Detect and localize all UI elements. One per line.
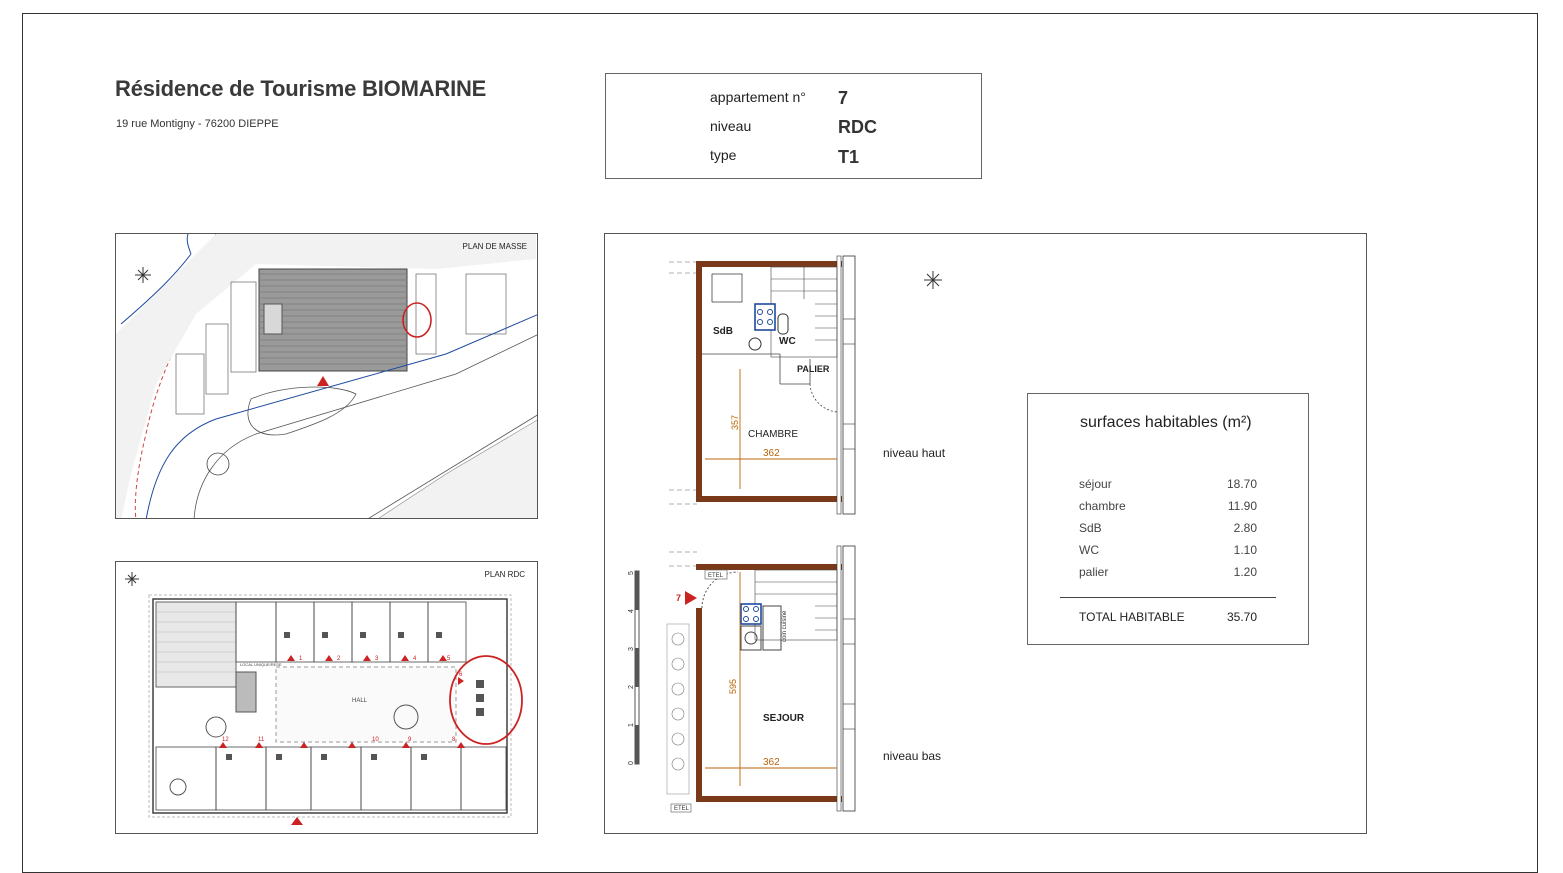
surface-row bbox=[1079, 565, 1257, 579]
lower-depth-dimension: 595 bbox=[728, 678, 738, 694]
surface-row bbox=[1079, 499, 1257, 513]
unit-number: 1 bbox=[299, 656, 303, 662]
surface-value: 2.80 bbox=[1233, 521, 1257, 535]
etel-label: ETEL bbox=[708, 573, 724, 579]
surface-value: 1.20 bbox=[1233, 565, 1257, 579]
apartment-type-label: type bbox=[710, 147, 737, 163]
apartment-number-value: 7 bbox=[838, 88, 849, 108]
room-chambre: CHAMBRE bbox=[748, 429, 799, 440]
surface-label: séjour bbox=[1079, 477, 1112, 491]
scale-tick: 0 bbox=[628, 761, 635, 765]
site-plan bbox=[115, 233, 538, 519]
surface-total-label: TOTAL HABITABLE bbox=[1079, 610, 1185, 624]
unit-number: 4 bbox=[413, 656, 417, 662]
north-arrow-icon bbox=[924, 271, 942, 289]
site-plan-label: PLAN DE MASSE bbox=[462, 242, 527, 251]
scale-tick: 1 bbox=[628, 723, 635, 727]
lower-level-label: niveau bas bbox=[883, 749, 942, 763]
unit-number: 5 bbox=[447, 656, 451, 662]
scale-tick: 5 bbox=[628, 571, 635, 575]
unit-number: 9 bbox=[408, 737, 412, 743]
unit-number: 2 bbox=[337, 656, 341, 662]
entry-marker-icon bbox=[685, 591, 697, 605]
entry-number: 7 bbox=[676, 593, 682, 603]
apartment-number-label: appartement n° bbox=[710, 89, 806, 105]
unit-number: 10 bbox=[372, 737, 379, 743]
local-label: LOCAL UNIQUE/RESE bbox=[240, 662, 282, 667]
surface-label: WC bbox=[1079, 543, 1099, 557]
surfaces-divider bbox=[1060, 597, 1276, 598]
ground-floor-drawing bbox=[116, 562, 538, 834]
surfaces-table bbox=[1027, 393, 1309, 645]
lower-width-dimension: 362 bbox=[763, 757, 780, 768]
room-sejour: SEJOUR bbox=[763, 713, 805, 724]
north-arrow-icon bbox=[125, 572, 139, 586]
apartment-level-label: niveau bbox=[710, 118, 752, 134]
ground-plan-label: PLAN RDC bbox=[484, 570, 525, 579]
surface-value: 11.90 bbox=[1227, 499, 1257, 513]
scale-tick: 2 bbox=[628, 685, 635, 689]
room-sdb: SdB bbox=[713, 326, 733, 337]
surface-row bbox=[1079, 521, 1257, 535]
entry-marker-icon bbox=[317, 376, 329, 386]
apartment-type-value: T1 bbox=[838, 147, 860, 167]
surface-value: 1.10 bbox=[1233, 543, 1257, 557]
unit-number: 8 bbox=[452, 737, 456, 743]
surface-value: 18.70 bbox=[1226, 477, 1257, 491]
surface-label: palier bbox=[1079, 565, 1109, 579]
surface-total-row bbox=[1079, 610, 1257, 624]
north-arrow-icon bbox=[135, 267, 151, 283]
scale-tick: 3 bbox=[628, 647, 635, 651]
surface-row bbox=[1079, 477, 1257, 491]
apartment-level-value: RDC bbox=[838, 117, 877, 137]
surface-label: SdB bbox=[1079, 521, 1102, 535]
residence-title: Résidence de Tourisme BIOMARINE bbox=[115, 76, 487, 101]
unit-number: 11 bbox=[258, 737, 265, 743]
hall-label: HALL bbox=[352, 698, 368, 704]
surface-label: chambre bbox=[1079, 499, 1126, 513]
upper-depth-dimension: 357 bbox=[730, 414, 740, 430]
sink-fixture bbox=[755, 304, 775, 330]
scale-tick: 4 bbox=[628, 609, 635, 613]
room-palier: PALIER bbox=[797, 364, 830, 374]
upper-level-label: niveau haut bbox=[883, 446, 946, 460]
etel-label-bottom: ETEL bbox=[674, 806, 690, 812]
coin-cuisine-label: coin cuisine bbox=[782, 610, 788, 642]
upper-width-dimension: 362 bbox=[763, 448, 780, 459]
surfaces-title: surfaces habitables (m²) bbox=[1080, 414, 1252, 431]
residence-address: 19 rue Montigny - 76200 DIEPPE bbox=[116, 118, 279, 130]
site-plan-drawing bbox=[116, 234, 538, 519]
unit-number: 3 bbox=[375, 656, 379, 662]
surface-total-value: 35.70 bbox=[1226, 610, 1257, 624]
surface-row bbox=[1079, 543, 1257, 557]
unit-number: 12 bbox=[222, 737, 229, 743]
apartment-info-box bbox=[605, 73, 982, 179]
entry-marker-icon bbox=[291, 817, 303, 825]
ground-floor-plan bbox=[115, 561, 538, 834]
room-wc: WC bbox=[779, 336, 796, 347]
unit-number: 6 bbox=[459, 672, 463, 678]
